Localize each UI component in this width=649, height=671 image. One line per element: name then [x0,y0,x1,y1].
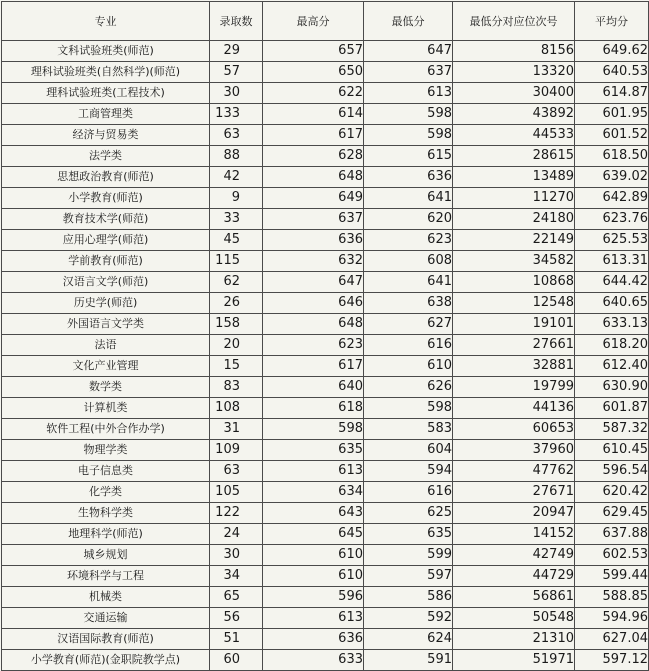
table-row [2,146,649,167]
cell-average-score: 610.45 [575,440,649,461]
cell-average-score: 612.40 [575,356,649,377]
cell-admitted-count: 62 [210,272,263,293]
table-row [2,209,649,230]
cell-major: 应用心理学(师范) [2,230,210,251]
cell-average-score: 601.95 [575,104,649,125]
cell-lowest-rank: 47762 [453,461,575,482]
cell-lowest-rank: 32881 [453,356,575,377]
cell-major: 汉语言文学(师范) [2,272,210,293]
cell-lowest-rank: 51971 [453,650,575,671]
cell-major: 计算机类 [2,398,210,419]
table-row [2,377,649,398]
cell-admitted-count: 42 [210,167,263,188]
cell-lowest-rank: 14152 [453,524,575,545]
table-row [2,419,649,440]
cell-major: 文科试验班类(师范) [2,41,210,62]
table-row [2,335,649,356]
cell-major: 学前教育(师范) [2,251,210,272]
cell-admitted-count: 24 [210,524,263,545]
admission-score-table [1,1,649,671]
cell-lowest-score: 624 [364,629,453,650]
cell-lowest-rank: 10868 [453,272,575,293]
cell-highest-score: 598 [263,419,364,440]
cell-highest-score: 636 [263,230,364,251]
table-row [2,566,649,587]
cell-lowest-score: 598 [364,398,453,419]
cell-average-score: 588.85 [575,587,649,608]
table-row [2,524,649,545]
cell-average-score: 618.20 [575,335,649,356]
cell-lowest-score: 597 [364,566,453,587]
cell-major: 法学类 [2,146,210,167]
cell-highest-score: 657 [263,41,364,62]
cell-admitted-count: 115 [210,251,263,272]
table-row [2,503,649,524]
cell-lowest-score: 592 [364,608,453,629]
cell-highest-score: 610 [263,566,364,587]
cell-lowest-rank: 37960 [453,440,575,461]
cell-lowest-rank: 19101 [453,314,575,335]
cell-lowest-score: 635 [364,524,453,545]
cell-lowest-score: 637 [364,62,453,83]
cell-admitted-count: 30 [210,83,263,104]
cell-major: 教育技术学(师范) [2,209,210,230]
cell-lowest-score: 583 [364,419,453,440]
table-row [2,104,649,125]
cell-lowest-rank: 13489 [453,167,575,188]
table-row [2,188,649,209]
cell-major: 理科试验班类(工程技术) [2,83,210,104]
cell-lowest-rank: 12548 [453,293,575,314]
cell-admitted-count: 33 [210,209,263,230]
cell-average-score: 639.02 [575,167,649,188]
cell-average-score: 587.32 [575,419,649,440]
cell-average-score: 623.76 [575,209,649,230]
cell-highest-score: 632 [263,251,364,272]
cell-lowest-rank: 56861 [453,587,575,608]
cell-highest-score: 643 [263,503,364,524]
cell-lowest-score: 616 [364,335,453,356]
cell-lowest-rank: 34582 [453,251,575,272]
cell-lowest-score: 599 [364,545,453,566]
cell-admitted-count: 158 [210,314,263,335]
cell-lowest-score: 604 [364,440,453,461]
cell-admitted-count: 29 [210,41,263,62]
cell-average-score: 625.53 [575,230,649,251]
cell-highest-score: 648 [263,314,364,335]
cell-major: 化学类 [2,482,210,503]
cell-admitted-count: 9 [210,188,263,209]
cell-lowest-rank: 42749 [453,545,575,566]
cell-lowest-score: 626 [364,377,453,398]
header-lowest-score: 最低分 [364,2,453,41]
table-row [2,314,649,335]
cell-average-score: 601.52 [575,125,649,146]
cell-admitted-count: 26 [210,293,263,314]
cell-admitted-count: 63 [210,461,263,482]
cell-admitted-count: 133 [210,104,263,125]
cell-major: 生物科学类 [2,503,210,524]
header-average-score: 平均分 [575,2,649,41]
table-row [2,608,649,629]
cell-admitted-count: 108 [210,398,263,419]
cell-average-score: 629.45 [575,503,649,524]
cell-average-score: 627.04 [575,629,649,650]
cell-admitted-count: 15 [210,356,263,377]
cell-highest-score: 613 [263,608,364,629]
cell-lowest-rank: 20947 [453,503,575,524]
cell-average-score: 620.42 [575,482,649,503]
cell-lowest-rank: 30400 [453,83,575,104]
cell-lowest-score: 598 [364,125,453,146]
cell-average-score: 649.62 [575,41,649,62]
cell-highest-score: 623 [263,335,364,356]
table-header [2,2,649,41]
cell-average-score: 640.65 [575,293,649,314]
cell-admitted-count: 34 [210,566,263,587]
cell-major: 机械类 [2,587,210,608]
cell-highest-score: 618 [263,398,364,419]
cell-average-score: 613.31 [575,251,649,272]
cell-average-score: 618.50 [575,146,649,167]
cell-lowest-rank: 27671 [453,482,575,503]
cell-lowest-rank: 19799 [453,377,575,398]
cell-lowest-rank: 43892 [453,104,575,125]
cell-major: 工商管理类 [2,104,210,125]
table-row [2,461,649,482]
cell-major: 软件工程(中外合作办学) [2,419,210,440]
header-row [2,2,649,41]
cell-major: 物理学类 [2,440,210,461]
cell-lowest-score: 586 [364,587,453,608]
cell-major: 理科试验班类(自然科学)(师范) [2,62,210,83]
cell-lowest-score: 638 [364,293,453,314]
cell-admitted-count: 109 [210,440,263,461]
cell-major: 电子信息类 [2,461,210,482]
cell-major: 文化产业管理 [2,356,210,377]
cell-lowest-rank: 27661 [453,335,575,356]
cell-major: 交通运输 [2,608,210,629]
cell-lowest-score: 616 [364,482,453,503]
cell-major: 城乡规划 [2,545,210,566]
cell-highest-score: 647 [263,272,364,293]
cell-lowest-rank: 13320 [453,62,575,83]
cell-admitted-count: 20 [210,335,263,356]
cell-lowest-rank: 60653 [453,419,575,440]
table-row [2,545,649,566]
cell-average-score: 642.89 [575,188,649,209]
table-row [2,272,649,293]
cell-major: 思想政治教育(师范) [2,167,210,188]
table-body [2,41,649,671]
cell-highest-score: 633 [263,650,364,671]
header-admitted-count: 录取数 [210,2,263,41]
cell-highest-score: 645 [263,524,364,545]
cell-major: 地理科学(师范) [2,524,210,545]
cell-lowest-score: 594 [364,461,453,482]
cell-highest-score: 646 [263,293,364,314]
cell-average-score: 602.53 [575,545,649,566]
cell-highest-score: 637 [263,209,364,230]
cell-major: 数学类 [2,377,210,398]
cell-major: 历史学(师范) [2,293,210,314]
cell-lowest-rank: 24180 [453,209,575,230]
cell-highest-score: 622 [263,83,364,104]
cell-admitted-count: 45 [210,230,263,251]
cell-average-score: 637.88 [575,524,649,545]
cell-average-score: 596.54 [575,461,649,482]
table-row [2,629,649,650]
table-row [2,356,649,377]
cell-average-score: 644.42 [575,272,649,293]
cell-lowest-score: 647 [364,41,453,62]
cell-major: 小学教育(师范)(金职院教学点) [2,650,210,671]
cell-lowest-score: 627 [364,314,453,335]
cell-admitted-count: 60 [210,650,263,671]
cell-lowest-score: 608 [364,251,453,272]
cell-average-score: 599.44 [575,566,649,587]
cell-major: 外国语言文学类 [2,314,210,335]
table-row [2,440,649,461]
table-row [2,167,649,188]
table-row [2,587,649,608]
cell-admitted-count: 63 [210,125,263,146]
table-row [2,62,649,83]
cell-lowest-rank: 22149 [453,230,575,251]
cell-lowest-score: 613 [364,83,453,104]
cell-highest-score: 596 [263,587,364,608]
cell-highest-score: 636 [263,629,364,650]
cell-lowest-score: 641 [364,188,453,209]
cell-lowest-rank: 44136 [453,398,575,419]
cell-admitted-count: 57 [210,62,263,83]
cell-average-score: 601.87 [575,398,649,419]
cell-lowest-rank: 11270 [453,188,575,209]
cell-highest-score: 617 [263,356,364,377]
table-row [2,125,649,146]
cell-lowest-score: 591 [364,650,453,671]
cell-lowest-rank: 44533 [453,125,575,146]
cell-average-score: 614.87 [575,83,649,104]
cell-admitted-count: 122 [210,503,263,524]
cell-highest-score: 614 [263,104,364,125]
table-row [2,251,649,272]
cell-highest-score: 628 [263,146,364,167]
cell-lowest-score: 610 [364,356,453,377]
cell-admitted-count: 31 [210,419,263,440]
table-row [2,650,649,671]
cell-lowest-rank: 50548 [453,608,575,629]
header-lowest-rank: 最低分对应位次号 [453,2,575,41]
cell-lowest-score: 641 [364,272,453,293]
cell-average-score: 633.13 [575,314,649,335]
cell-highest-score: 617 [263,125,364,146]
cell-admitted-count: 105 [210,482,263,503]
table-row [2,41,649,62]
table-row [2,293,649,314]
cell-average-score: 597.12 [575,650,649,671]
cell-lowest-rank: 28615 [453,146,575,167]
cell-major: 环境科学与工程 [2,566,210,587]
cell-highest-score: 610 [263,545,364,566]
cell-major: 经济与贸易类 [2,125,210,146]
cell-lowest-score: 636 [364,167,453,188]
header-highest-score: 最高分 [263,2,364,41]
cell-average-score: 630.90 [575,377,649,398]
cell-average-score: 594.96 [575,608,649,629]
table-row [2,230,649,251]
cell-admitted-count: 88 [210,146,263,167]
cell-lowest-rank: 44729 [453,566,575,587]
cell-lowest-rank: 8156 [453,41,575,62]
cell-average-score: 640.53 [575,62,649,83]
cell-highest-score: 640 [263,377,364,398]
cell-highest-score: 650 [263,62,364,83]
cell-major: 小学教育(师范) [2,188,210,209]
cell-admitted-count: 83 [210,377,263,398]
cell-lowest-score: 620 [364,209,453,230]
cell-admitted-count: 30 [210,545,263,566]
cell-admitted-count: 65 [210,587,263,608]
cell-lowest-score: 615 [364,146,453,167]
header-major: 专业 [2,2,210,41]
table-row [2,398,649,419]
table-row [2,83,649,104]
cell-highest-score: 634 [263,482,364,503]
table-row [2,482,649,503]
cell-admitted-count: 51 [210,629,263,650]
cell-lowest-score: 623 [364,230,453,251]
cell-lowest-rank: 21310 [453,629,575,650]
cell-highest-score: 635 [263,440,364,461]
cell-lowest-score: 598 [364,104,453,125]
cell-highest-score: 649 [263,188,364,209]
cell-highest-score: 613 [263,461,364,482]
cell-major: 汉语国际教育(师范) [2,629,210,650]
cell-admitted-count: 56 [210,608,263,629]
cell-major: 法语 [2,335,210,356]
cell-highest-score: 648 [263,167,364,188]
cell-lowest-score: 625 [364,503,453,524]
